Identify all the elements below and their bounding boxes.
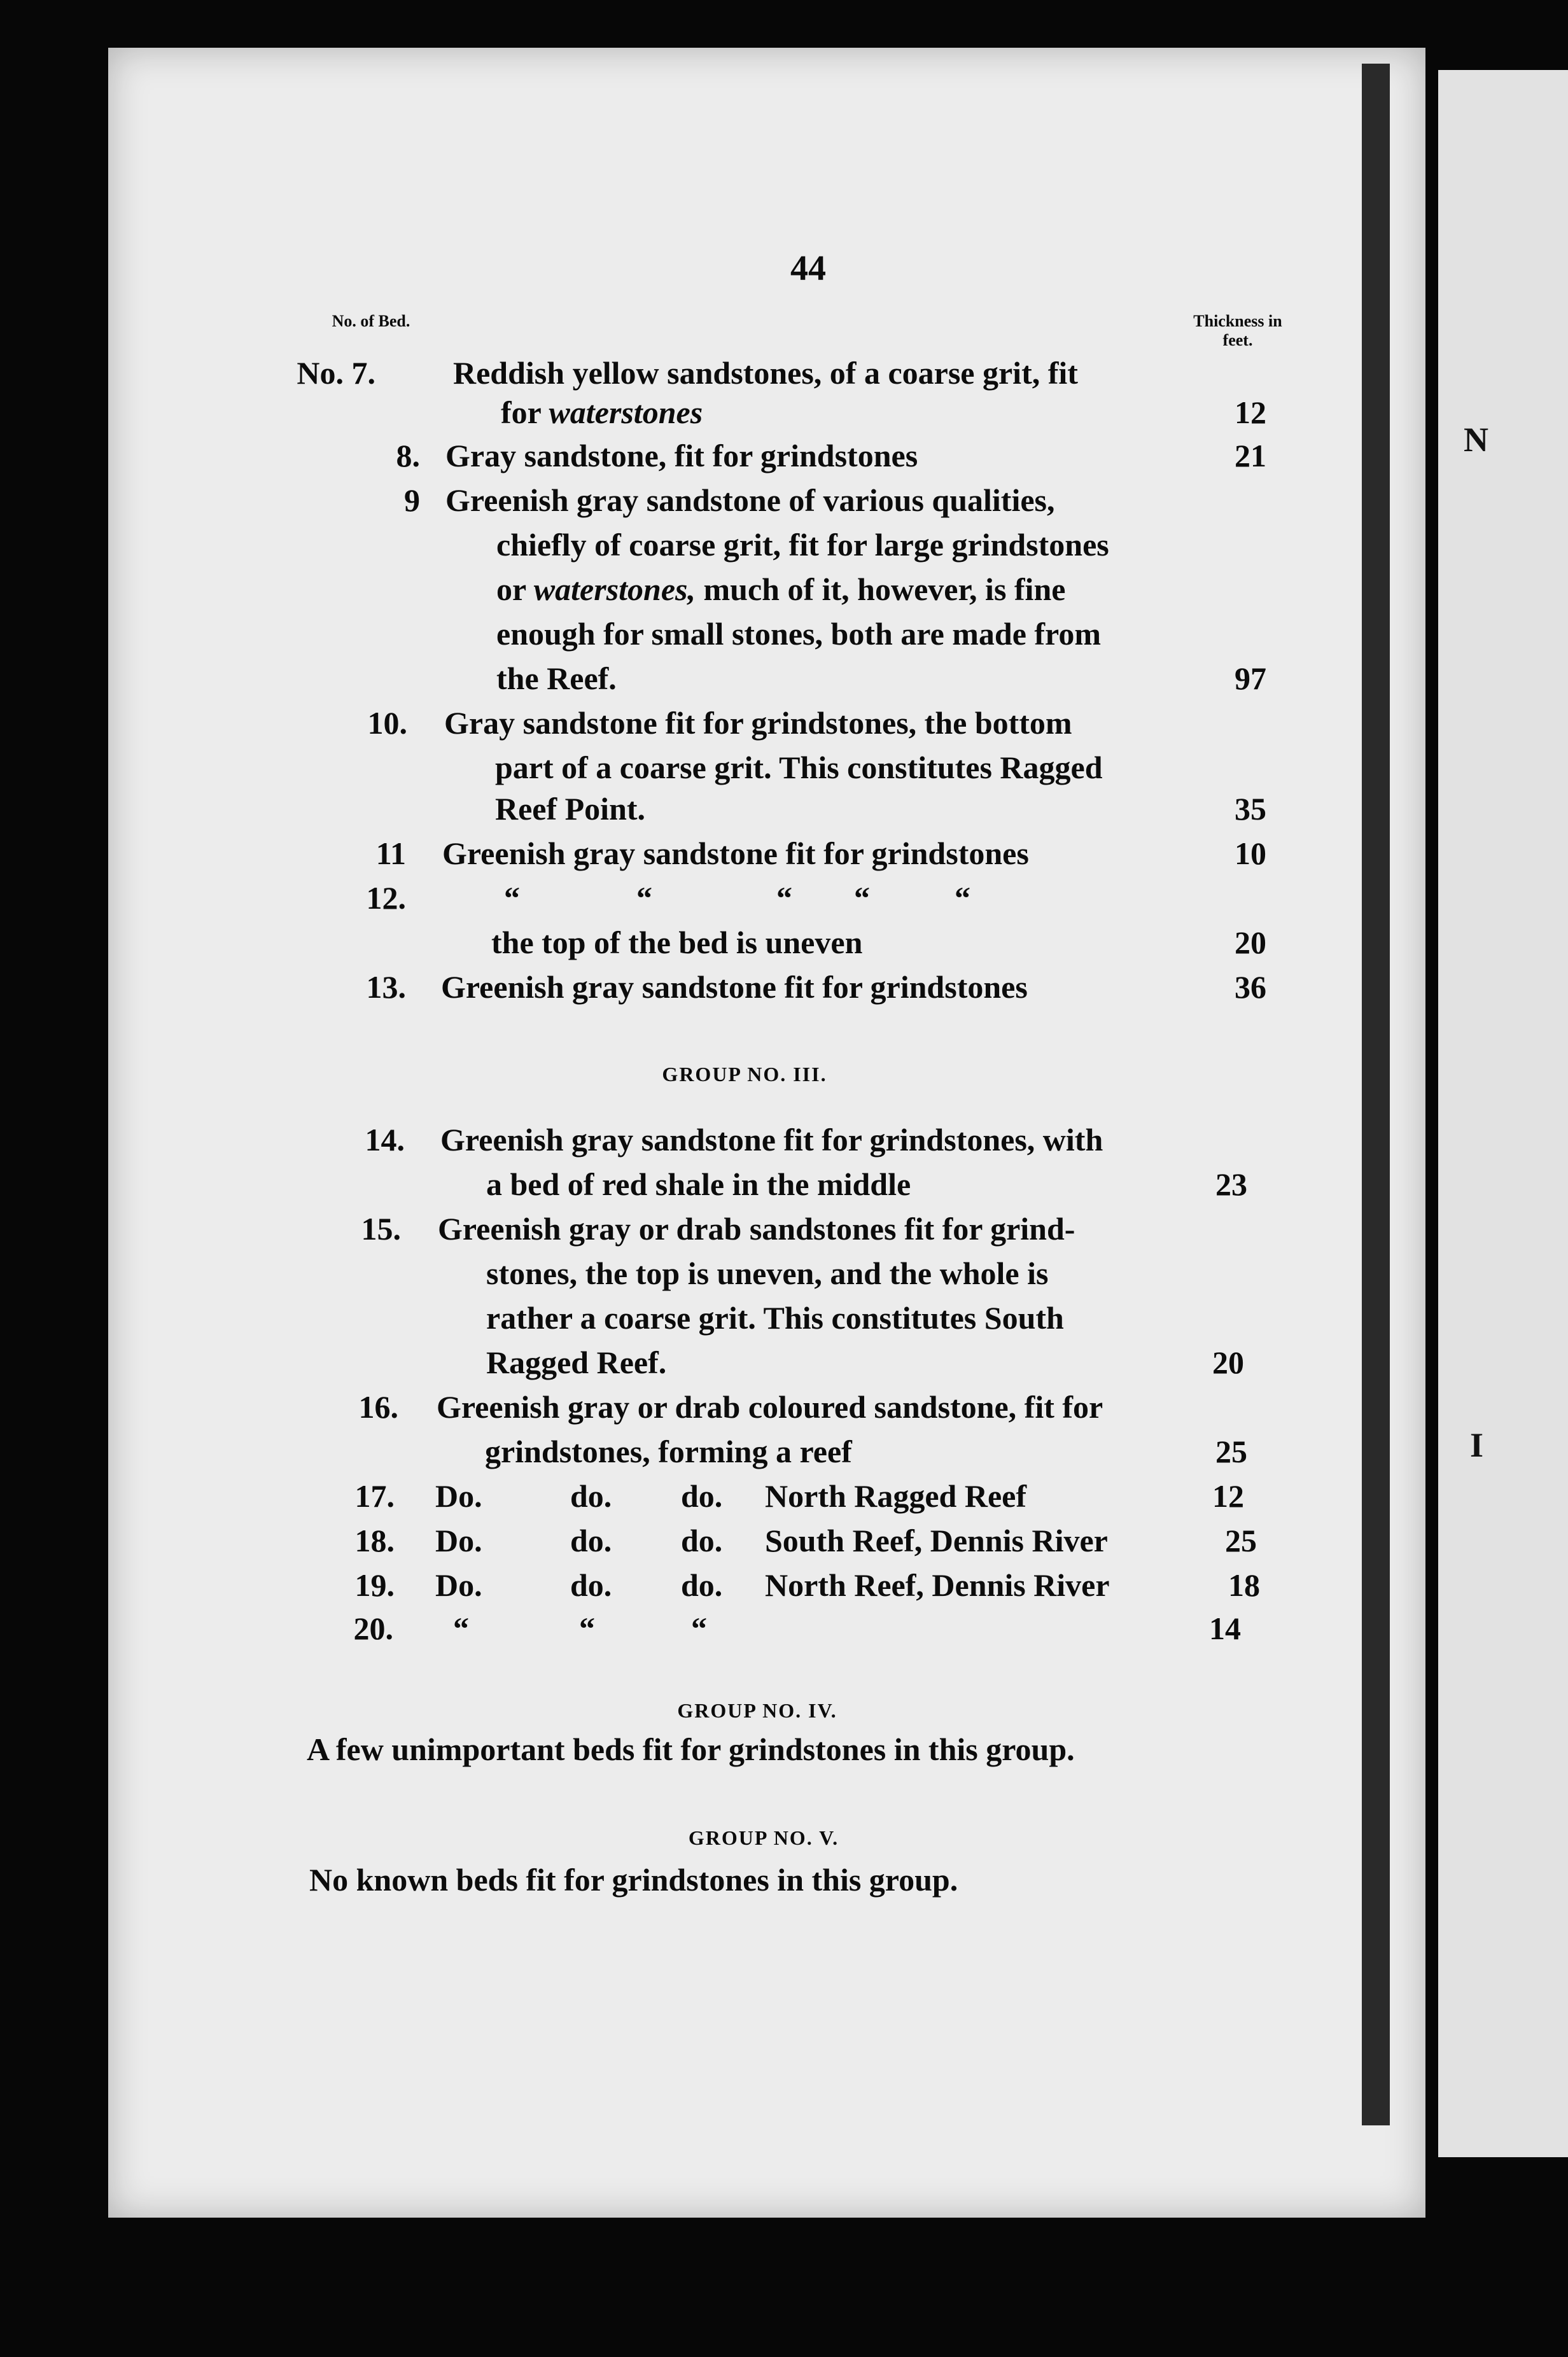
bed-description: chiefly of coarse grit, fit for large grindstones	[496, 527, 1109, 563]
book-spine	[1362, 64, 1390, 2125]
bed-number: 9	[404, 482, 420, 518]
location-cell: North Ragged Reef	[765, 1478, 1027, 1514]
bed-description: stones, the top is uneven, and the whole is	[486, 1255, 1049, 1291]
bed-description: Greenish gray sandstone fit for grindstones, with	[440, 1122, 1103, 1158]
bed-thickness: 14	[1209, 1611, 1241, 1646]
ditto-mark: “	[579, 1611, 595, 1646]
bed-description: Greenish gray sandstone fit for grindstones	[441, 969, 1028, 1005]
bed-number: 10.	[367, 705, 407, 741]
bed-description: much of it, however, is fine	[703, 571, 1066, 607]
table-row	[318, 1476, 1273, 1516]
bed-number: No. 7.	[297, 355, 375, 391]
thickness-column-header: Thickness in feet.	[1193, 312, 1282, 349]
bed-number: 15.	[361, 1211, 401, 1247]
bed-thickness: 36	[1235, 969, 1266, 1005]
bed-description: Gray sandstone, fit for grindstones	[445, 438, 918, 473]
bed-thickness: 12	[1235, 395, 1266, 430]
bed-description: Greenish gray sandstone of various qualities,	[445, 482, 1055, 518]
bed-number: 20.	[353, 1611, 393, 1646]
emphasis: waterstones	[549, 395, 703, 430]
group-heading: GROUP NO. III.	[662, 1063, 827, 1086]
do-cell: do.	[681, 1567, 723, 1603]
do-cell: Do.	[435, 1567, 482, 1603]
bed-description: the Reef.	[496, 661, 617, 696]
ditto-mark: “	[636, 880, 652, 916]
bed-thickness: 18	[1228, 1567, 1260, 1603]
bed-thickness: 20	[1235, 925, 1266, 960]
bed-thickness: 35	[1235, 791, 1266, 827]
bed-number: 18.	[354, 1523, 395, 1558]
bed-thickness: 23	[1215, 1166, 1247, 1202]
facing-page-fragment: I	[1470, 1426, 1484, 1464]
page-content	[297, 242, 1285, 1998]
do-cell: Do.	[435, 1523, 482, 1558]
bed-number: 19.	[354, 1567, 395, 1603]
bed-number: 8.	[396, 438, 420, 473]
do-cell: do.	[570, 1478, 612, 1514]
do-cell: do.	[681, 1523, 723, 1558]
bed-description: enough for small stones, both are made from	[496, 616, 1101, 652]
bed-description: part of a coarse grit. This constitutes Ragged	[495, 750, 1103, 785]
emphasis: waterstones,	[533, 571, 696, 607]
bed-description: Reef Point.	[495, 791, 646, 827]
table-row	[318, 1521, 1273, 1560]
group-note: No known beds fit for grindstones in this group.	[309, 1862, 958, 1898]
do-cell: do.	[570, 1567, 612, 1603]
facing-page-edge	[1438, 70, 1568, 2157]
bed-description: Gray sandstone fit for grindstones, the bottom	[444, 705, 1072, 741]
do-cell: do.	[681, 1478, 723, 1514]
bed-description: Reddish yellow sandstones, of a coarse grit, fit	[453, 355, 1078, 391]
do-cell: Do.	[435, 1478, 482, 1514]
ditto-mark: “	[453, 1611, 469, 1646]
bed-description: grindstones, forming a reef	[485, 1434, 852, 1469]
bed-description: Greenish gray or drab coloured sandstone, fit for	[437, 1389, 1103, 1425]
bed-description: or	[496, 571, 526, 607]
bed-number: 13.	[366, 969, 406, 1005]
bed-number: 11	[375, 836, 406, 871]
bed-thickness: 21	[1235, 438, 1266, 473]
bed-thickness: 97	[1235, 661, 1266, 696]
location-cell: North Reef, Dennis River	[765, 1567, 1110, 1603]
bed-column-header: No. of Bed.	[332, 312, 410, 330]
group-note: A few unimportant beds fit for grindstones in this group.	[307, 1731, 1075, 1767]
ditto-mark: “	[955, 880, 970, 916]
group-heading: GROUP NO. V.	[688, 1826, 839, 1849]
page-number: 44	[790, 249, 826, 288]
facing-page-fragment: N	[1464, 421, 1488, 459]
ditto-mark: “	[691, 1611, 707, 1646]
bed-thickness: 10	[1235, 836, 1266, 871]
bed-description: the top of the bed is uneven	[491, 925, 863, 960]
bed-thickness: 20	[1212, 1345, 1244, 1380]
bed-description: for	[501, 395, 541, 430]
ditto-mark: “	[776, 880, 792, 916]
table-row	[318, 1565, 1273, 1605]
ditto-mark: “	[504, 880, 520, 916]
bed-description: Greenish gray sandstone fit for grindstones	[442, 836, 1029, 871]
table-row	[318, 1609, 1273, 1648]
bed-number: 17.	[354, 1478, 395, 1514]
group-heading: GROUP NO. IV.	[677, 1699, 837, 1722]
bed-number: 14.	[365, 1122, 405, 1158]
ditto-mark: “	[854, 880, 870, 916]
location-cell: South Reef, Dennis River	[765, 1523, 1108, 1558]
bed-description: Ragged Reef.	[486, 1345, 667, 1380]
bed-description: a bed of red shale in the middle	[486, 1166, 911, 1202]
bed-description: Greenish gray or drab sandstones fit for grind-	[438, 1211, 1075, 1247]
bed-number: 16.	[358, 1389, 398, 1425]
bed-thickness: 25	[1215, 1434, 1247, 1469]
bed-thickness: 25	[1225, 1523, 1257, 1558]
bed-number: 12.	[366, 880, 406, 916]
do-cell: do.	[570, 1523, 612, 1558]
bed-description: rather a coarse grit. This constitutes South	[486, 1300, 1064, 1336]
bed-thickness: 12	[1212, 1478, 1244, 1514]
